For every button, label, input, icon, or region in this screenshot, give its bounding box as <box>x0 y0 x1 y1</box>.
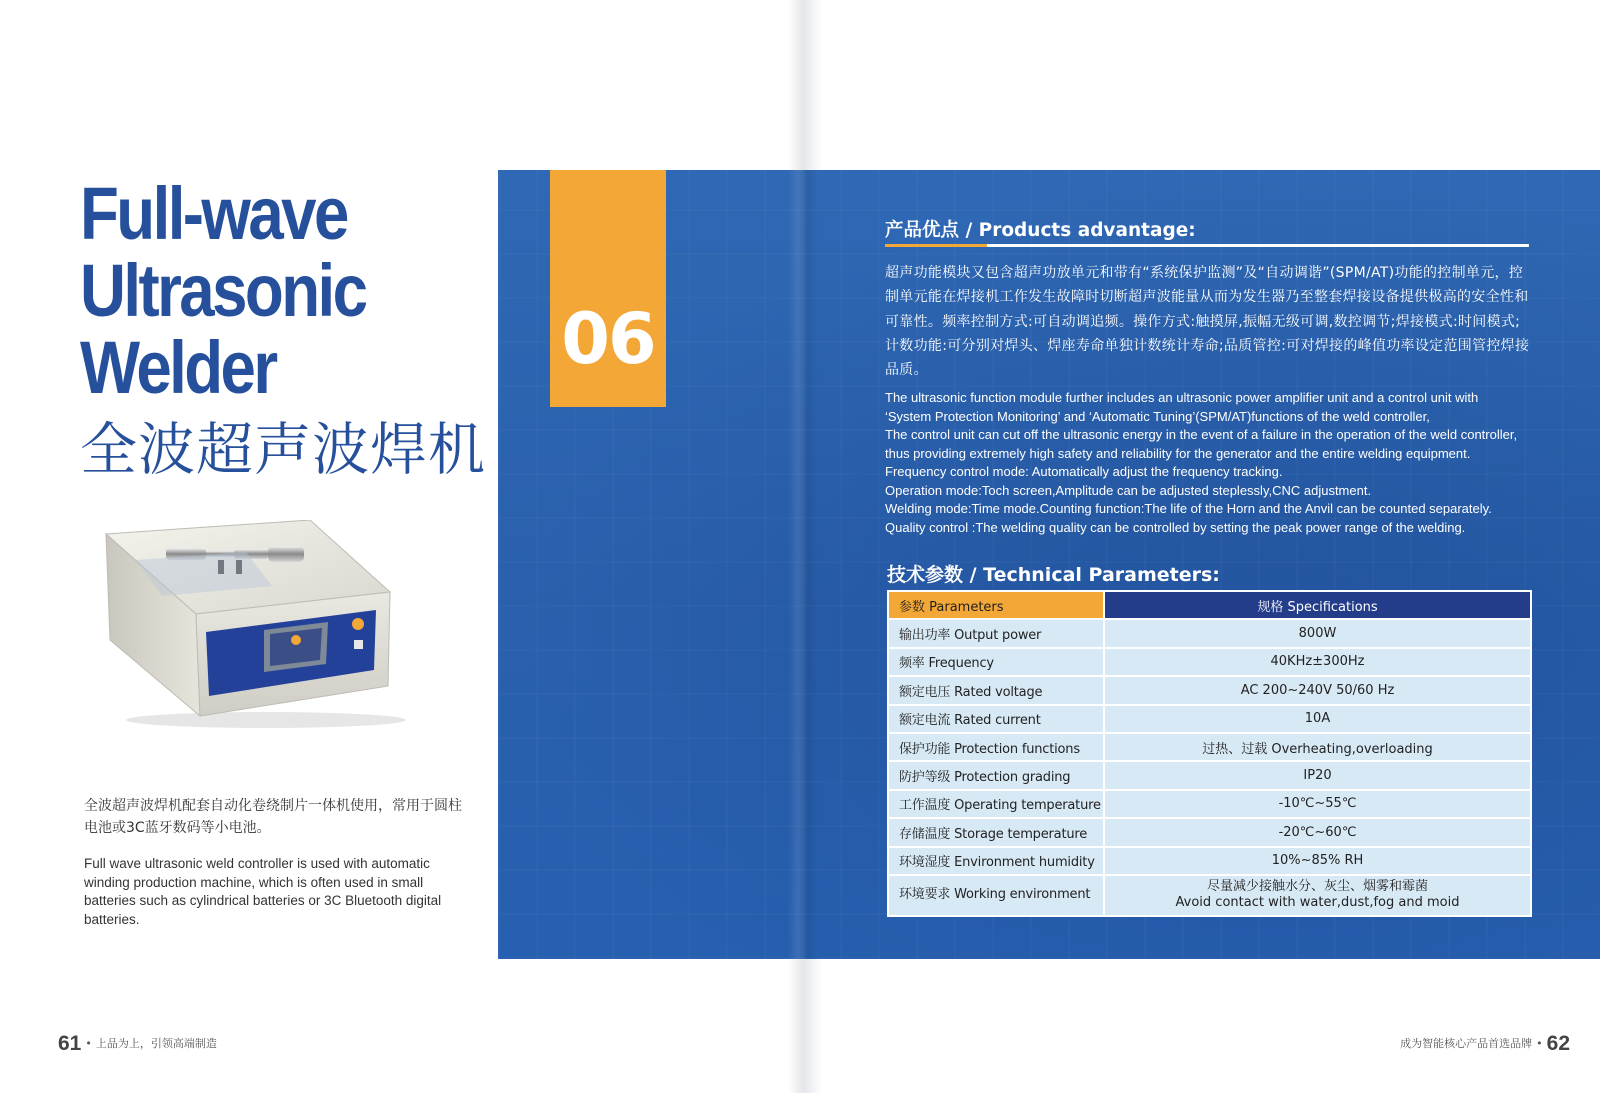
footer-dot: • <box>1536 1037 1543 1050</box>
advantage-heading: 产品优点 / Products advantage: <box>885 220 1196 241</box>
table-row <box>888 648 1531 676</box>
param-cell: 额定电流 Rated current <box>888 705 1104 733</box>
product-image-ultrasonic-welder <box>96 520 406 730</box>
footer-slogan-right: 成为智能核心产品首选品牌 <box>1400 1037 1533 1050</box>
table-row <box>888 676 1531 704</box>
spec-cell: 10%~85% RH <box>1104 847 1531 875</box>
table-row <box>888 818 1531 846</box>
spec-cell: 10A <box>1104 705 1531 733</box>
param-cell: 存储温度 Storage temperature <box>888 818 1104 846</box>
spec-cell: -10℃~55℃ <box>1104 790 1531 818</box>
title-english <box>80 172 441 409</box>
description-chinese: 全波超声波焊机配套自动化卷绕制片一体机使用，常用于圆柱电池或3C蓝牙数码等小电池。 <box>84 798 462 836</box>
spec-cell: 过热、过载 Overheating,overloading <box>1104 733 1531 761</box>
footer-slogan-left: 上品为上，引领高端制造 <box>95 1037 217 1050</box>
title-chinese: 全波超声波焊机 <box>80 417 486 483</box>
header-parameters: 参数 Parameters <box>888 591 1104 619</box>
advantage-text-chinese: 超声功能模块又包含超声功放单元和带有“系统保护监测”及“自动调谐”(SPM/AT)功能的控制单元，控制单元能在焊接机工作发生故障时切断超声波能量从而为发生器乃至整套焊接设备提供极高的安全性和可靠性。频率控制方式:可自动调追频。操作方式:触摸屏,振幅无级可调,数控调节;焊接模式:时间模式;计数功能:可分别对焊头、焊座寿命单独计数统计寿命;品质管控:可对焊接的峰值功率设定范围管控焊接品质。 <box>885 265 1530 379</box>
advantage-en-line: Operation mode:Toch screen,Amplitude can be adjusted steplessly,CNC adjustment. <box>885 482 1372 498</box>
spec-cell: 40KHz±300Hz <box>1104 648 1531 676</box>
table-row <box>888 875 1531 916</box>
param-cell: 输出功率 Output power <box>888 619 1104 647</box>
table-row <box>888 705 1531 733</box>
title-line-3: Welder <box>80 326 276 409</box>
param-cell: 频率 Frequency <box>888 648 1104 676</box>
section-number: 06 <box>561 298 655 380</box>
title-line-2: Ultrasonic <box>80 249 366 332</box>
section-number-box <box>550 170 666 407</box>
advantage-text-english <box>885 389 1545 537</box>
title-line-1: Full-wave <box>80 172 347 255</box>
table-row <box>888 790 1531 818</box>
advantage-en-line: The ultrasonic function module further includes an ultrasonic power amplifier unit and a control unit with <box>885 390 1479 405</box>
panel-spine-shadow <box>788 170 818 959</box>
page-number-right: 62 <box>1546 1032 1570 1055</box>
footer-right <box>1400 1032 1570 1056</box>
spec-cell: AC 200~240V 50/60 Hz <box>1104 676 1531 704</box>
advantage-en-line: thus providing extremely high safety and reliability for the generator and the entire welding equipment. <box>885 445 1471 461</box>
spec-line-chinese: 尽量减少接触水分、灰尘、烟雾和霉菌 <box>1206 879 1428 895</box>
page-number-left: 61 <box>58 1032 82 1055</box>
technical-parameters-table <box>887 590 1532 917</box>
table-header-row <box>888 591 1531 619</box>
spec-cell <box>1104 875 1531 916</box>
spec-line-english: Avoid contact with water,dust,fog and moid <box>1175 895 1460 911</box>
param-cell: 防护等级 Protection grading <box>888 761 1104 789</box>
spec-cell: 800W <box>1104 619 1531 647</box>
param-cell: 环境要求 Working environment <box>888 875 1104 916</box>
advantage-en-line: Quality control :The welding quality can be controlled by setting the peak power range of the welding. <box>885 519 1466 535</box>
advantage-en-line: The control unit can cut off the ultrasonic energy in the event of a failure in the operation of the weld controller, <box>885 427 1518 442</box>
spec-cell: -20℃~60℃ <box>1104 818 1531 846</box>
spec-cell: IP20 <box>1104 761 1531 789</box>
technical-parameters-heading: 技术参数 / Technical Parameters: <box>887 564 1220 586</box>
advantage-en-line: Frequency control mode: Automatically adjust the frequency tracking. <box>885 464 1283 479</box>
advantage-en-line: Welding mode:Time mode.Counting function:The life of the Horn and the Anvil can be counted separately. <box>885 501 1492 516</box>
description-english: Full wave ultrasonic weld controller is used with automatic winding production machine, which is often used in small batteries such as cylindrical batteries or 3C Bluetooth digital batteries. <box>84 856 442 927</box>
table-row <box>888 619 1531 647</box>
header-specifications: 规格 Specifications <box>1104 591 1531 619</box>
footer-dot: • <box>85 1037 92 1050</box>
table-row <box>888 847 1531 875</box>
table-row <box>888 761 1531 789</box>
param-cell: 环境湿度 Environment humidity <box>888 847 1104 875</box>
table-row <box>888 733 1531 761</box>
param-cell: 保护功能 Protection functions <box>888 733 1104 761</box>
param-cell: 额定电压 Rated voltage <box>888 676 1104 704</box>
heading-underline <box>885 244 1529 247</box>
advantage-en-line: ‘System Protection Monitoring’ and ‘Automatic Tuning’(SPM/AT)functions of the weld controller, <box>885 408 1430 424</box>
footer-left <box>58 1032 217 1056</box>
param-cell: 工作温度 Operating temperature <box>888 790 1104 818</box>
